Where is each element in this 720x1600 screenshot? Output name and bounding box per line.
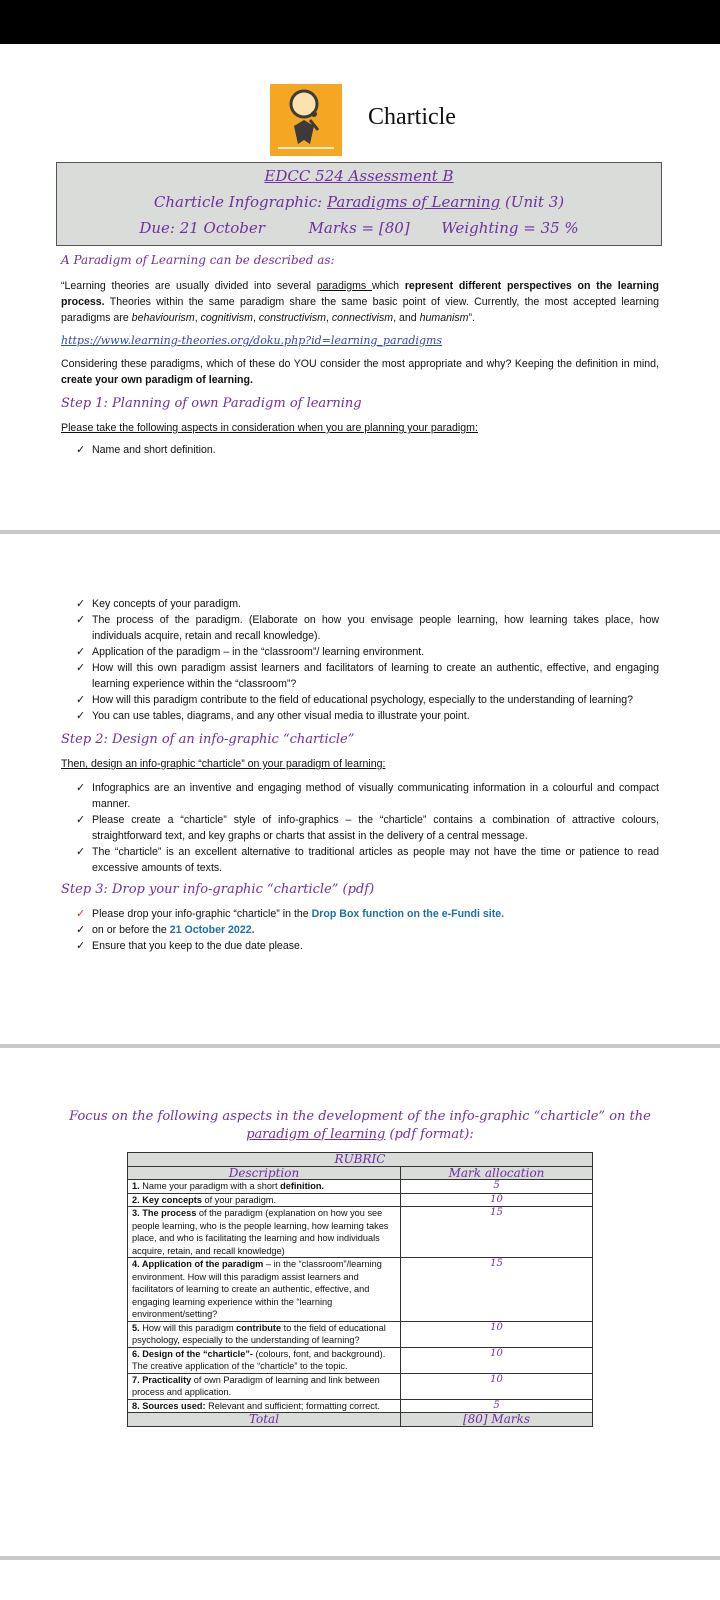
step2-heading: Step 2: Design of an info-graphic “charticle” xyxy=(61,732,355,747)
list-item: ✓ How will this paradigm contribute to the field of educational psychology, especially to the understanding of learning? xyxy=(76,694,633,706)
marks: Marks = [80] xyxy=(308,219,410,237)
rubric-table xyxy=(127,1152,593,1427)
total-row: Total [80] Marks xyxy=(128,1413,593,1427)
intro-heading: A Paradigm of Learning can be described as: xyxy=(61,253,335,267)
list-item: ✓ The process of the paradigm. (Elaborate on how you envisage people learning, how learning takes place, how individuals acquire, retain and recall knowledge). xyxy=(76,614,659,642)
brand-name: Charticle xyxy=(368,104,456,130)
page-separator xyxy=(0,1556,720,1560)
table-row: 8. Sources used: Relevant and sufficient; formatting correct. 5 xyxy=(128,1399,593,1413)
list-item: ✓ Name and short definition. xyxy=(76,444,216,456)
check-icon: ✓ xyxy=(76,846,86,858)
list-item: ✓ Please drop your info-graphic “charticle” in the Drop Box function on the e-Fundi site. xyxy=(76,908,505,920)
list-item: ✓ How will this own paradigm assist learners and facilitators of learning to create an authentic, effective, and engaging learning experience within the “classroom”? xyxy=(76,662,659,690)
check-icon: ✓ xyxy=(76,614,86,626)
due-date: Due: 21 October xyxy=(139,219,265,237)
magnifier-person-icon xyxy=(270,84,342,156)
check-icon: ✓ xyxy=(76,940,86,952)
assessment-header xyxy=(56,162,662,246)
step2-instruction: Then, design an info-graphic “charticle” on your paradigm of learning: xyxy=(61,758,386,770)
step2-list xyxy=(76,780,659,876)
page-separator xyxy=(0,1044,720,1048)
col-description: Description xyxy=(128,1166,401,1180)
check-icon: ✓ xyxy=(76,782,86,794)
consider-paragraph: Considering these paradigms, which of these do YOU consider the most appropriate and why? Keeping the definition in mind, create your own paradigm of learning. xyxy=(61,358,659,386)
list-item: ✓ Infographics are an inventive and engaging method of visually communicating information in a colourful and compact manner. xyxy=(76,782,659,810)
page-separator xyxy=(0,530,720,534)
top-black-bar xyxy=(0,0,720,44)
step3-list xyxy=(76,906,659,954)
check-icon: ✓ xyxy=(76,814,86,826)
check-icon: ✓ xyxy=(76,924,86,936)
table-row: 7. Practicality of own Paradigm of learning and link between process and application. 10 xyxy=(128,1373,593,1399)
weighting: Weighting = 35 % xyxy=(441,219,579,237)
check-icon: ✓ xyxy=(76,694,86,706)
step1-list-page1 xyxy=(76,442,659,458)
list-item: ✓ Please create a “charticle” style of info-graphics – the “charticle” contains a combination of attractive colours, straightforward text, and key graphs or charts that assist in the delivery of a central message. xyxy=(76,814,659,842)
list-item: ✓ You can use tables, diagrams, and any other visual media to illustrate your point. xyxy=(76,710,470,722)
check-icon: ✓ xyxy=(76,598,86,610)
check-icon: ✓ xyxy=(76,646,86,658)
check-icon: ✓ xyxy=(76,710,86,722)
table-row: 5. How will this paradigm contribute to the field of educational psychology, especially to the understanding of learning? 10 xyxy=(128,1321,593,1347)
paradigms-link[interactable]: Paradigms of Learning xyxy=(326,193,501,211)
table-row: 3. The process of the paradigm (explanation on how you see people learning, who is the people learning, how learning takes place, and who is facilitating the learning and how individuals acquire, retain, and recall knowledge) 15 xyxy=(128,1207,593,1258)
check-icon: ✓ xyxy=(76,908,86,920)
table-row: 1. Name your paradigm with a short definition. 5 xyxy=(128,1180,593,1194)
check-icon: ✓ xyxy=(76,662,86,674)
assessment-title: Charticle Infographic: Paradigms of Learning (Unit 3) xyxy=(153,193,565,211)
rubric-title: RUBRIC xyxy=(128,1153,593,1167)
step1-list-page2 xyxy=(76,596,659,724)
due-date-highlight: 21 October 2022. xyxy=(169,924,255,936)
table-row: 2. Key concepts of your paradigm. 10 xyxy=(128,1193,593,1207)
course-code: EDCC 524 Assessment B xyxy=(264,167,454,185)
dropbox-link[interactable]: Drop Box function on the e-Fundi site. xyxy=(311,908,505,920)
focus-heading: Focus on the following aspects in the development of the info-graphic “charticle” on the paradigm of learning (pdf format): xyxy=(69,1109,651,1142)
list-item: ✓ Application of the paradigm – in the “classroom”/ learning environment. xyxy=(76,646,425,658)
table-row: 6. Design of the “charticle”- (colours, font, and background). The creative application of the “charticle” to the topic. 10 xyxy=(128,1347,593,1373)
intro-quote: “Learning theories are usually divided into several paradigms which represent different perspectives on the learning process. Theories within the same paradigm share the same basic point of view. Currently, the most accepted learning paradigms are behaviourism, cognitivism, constructivism, connectivism, and humanism”. xyxy=(61,280,660,324)
list-item: ✓ Key concepts of your paradigm. xyxy=(76,598,241,610)
step1-heading: Step 1: Planning of own Paradigm of learning xyxy=(61,396,362,411)
list-item: ✓ The “charticle” is an excellent alternative to traditional articles as people may not have the time or patience to read excessive amounts of texts. xyxy=(76,846,659,874)
charticle-logo xyxy=(270,84,342,156)
list-item: ✓ Ensure that you keep to the due date please. xyxy=(76,940,303,952)
col-mark-allocation: Mark allocation xyxy=(401,1166,593,1180)
step1-instruction: Please take the following aspects in consideration when you are planning your paradigm: xyxy=(61,422,478,434)
due-line xyxy=(57,215,661,241)
learning-theories-link[interactable]: https://www.learning-theories.org/doku.php?id=learning_paradigms xyxy=(61,334,443,347)
step3-heading: Step 3: Drop your info-graphic “charticle” (pdf) xyxy=(61,882,375,897)
table-row: 4. Application of the paradigm – in the “classroom”/learning environment. How will this paradigm assist learners and facilitators of learning to create an authentic, effective, and engaging learning experience within the “learning environment/setting? 15 xyxy=(128,1258,593,1322)
check-icon: ✓ xyxy=(76,444,86,456)
list-item: ✓ on or before the 21 October 2022. xyxy=(76,924,255,936)
